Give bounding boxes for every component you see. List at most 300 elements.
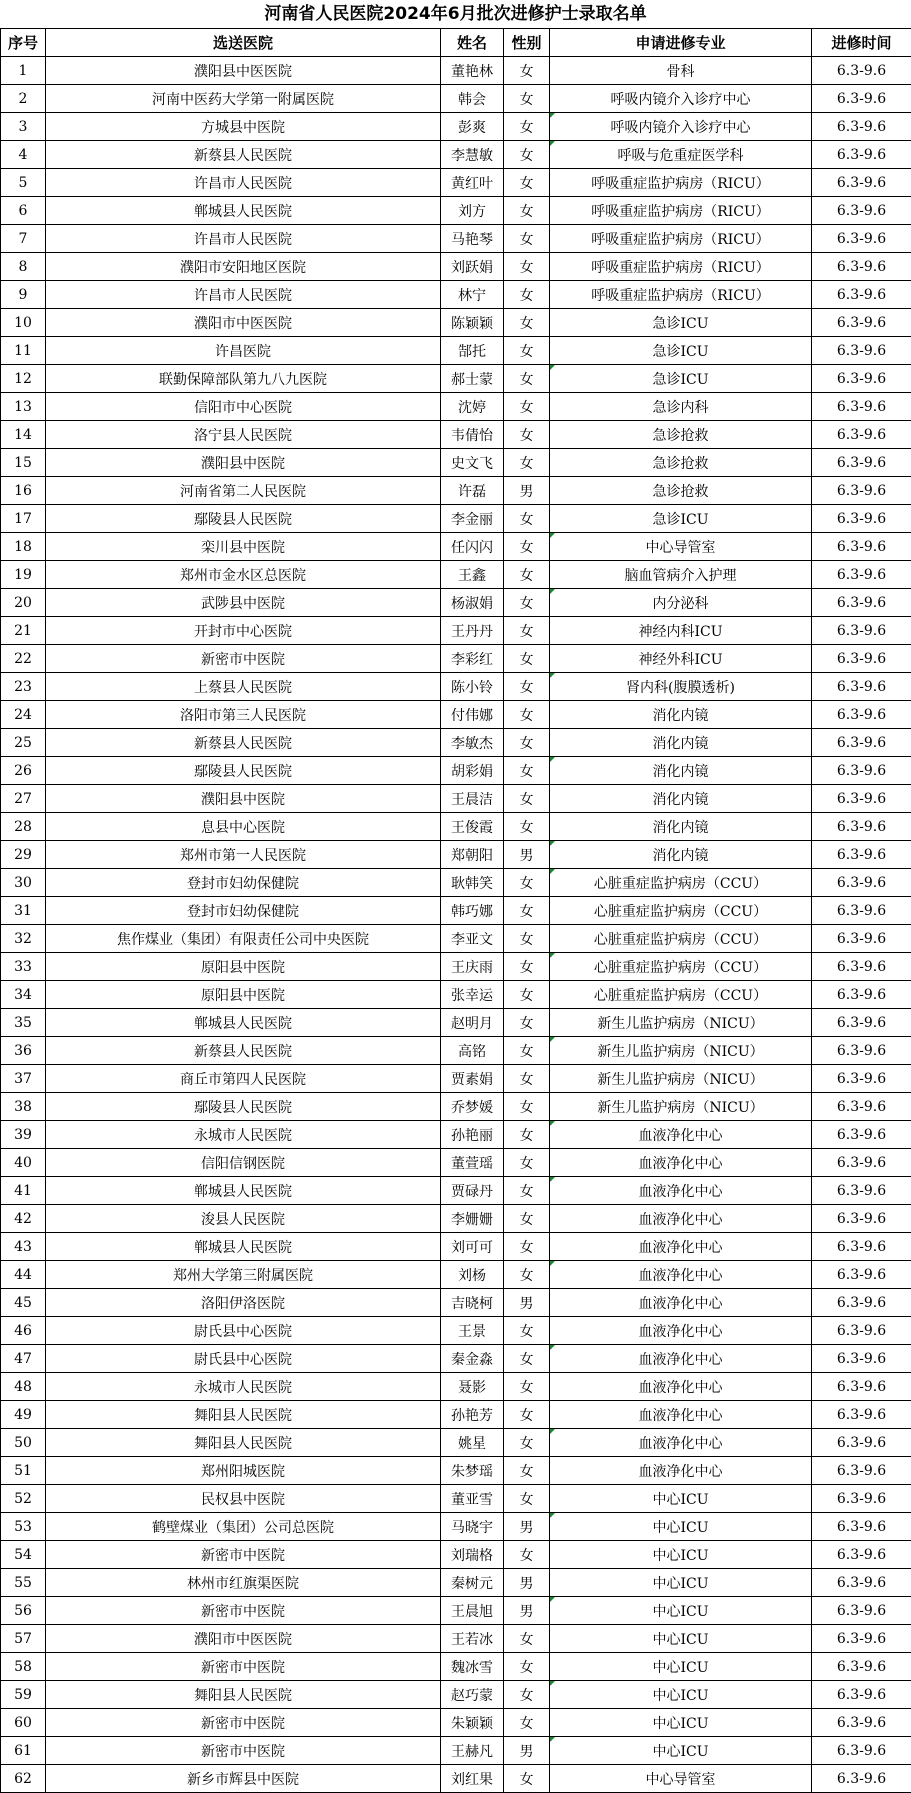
period-cell: 6.3-9.6: [812, 141, 911, 169]
gender-cell: 男: [504, 1569, 550, 1597]
gender-cell: 女: [504, 421, 550, 449]
period-cell: 6.3-9.6: [812, 477, 911, 505]
period-cell: 6.3-9.6: [812, 1429, 911, 1457]
name-cell: 姚星: [441, 1429, 504, 1457]
specialty-cell: 呼吸重症监护病房（RICU）: [550, 225, 812, 253]
name-cell: 秦金淼: [441, 1345, 504, 1373]
gender-cell: 女: [504, 1625, 550, 1653]
gender-cell: 女: [504, 757, 550, 785]
table-row: [1, 337, 911, 365]
gender-cell: 女: [504, 1457, 550, 1485]
period-cell: 6.3-9.6: [812, 1289, 911, 1317]
period-cell: 6.3-9.6: [812, 1093, 911, 1121]
specialty-cell: 血液净化中心: [550, 1233, 812, 1261]
hospital-cell: 洛阳伊洛医院: [46, 1289, 441, 1317]
period-cell: 6.3-9.6: [812, 169, 911, 197]
table-row: [1, 113, 911, 141]
gender-cell: 女: [504, 673, 550, 701]
row-index-cell: 59: [1, 1681, 46, 1709]
hospital-cell: 永城市人民医院: [46, 1121, 441, 1149]
gender-cell: 女: [504, 1709, 550, 1737]
hospital-cell: 郑州大学第三附属医院: [46, 1261, 441, 1289]
period-cell: 6.3-9.6: [812, 1597, 911, 1625]
specialty-cell: 血液净化中心: [550, 1401, 812, 1429]
specialty-cell: 心脏重症监护病房（CCU）: [550, 981, 812, 1009]
table-row: [1, 197, 911, 225]
name-cell: 秦树元: [441, 1569, 504, 1597]
table-row: [1, 393, 911, 421]
hospital-cell: 郸城县人民医院: [46, 1177, 441, 1205]
period-cell: 6.3-9.6: [812, 1177, 911, 1205]
row-index-cell: 47: [1, 1345, 46, 1373]
period-cell: 6.3-9.6: [812, 1205, 911, 1233]
table-row: [1, 841, 911, 869]
gender-cell: 女: [504, 785, 550, 813]
row-index-cell: 43: [1, 1233, 46, 1261]
row-index-cell: 42: [1, 1205, 46, 1233]
table-row: [1, 505, 911, 533]
gender-cell: 女: [504, 1037, 550, 1065]
name-cell: 朱梦瑶: [441, 1457, 504, 1485]
period-cell: 6.3-9.6: [812, 953, 911, 981]
gender-cell: 女: [504, 57, 550, 85]
table-row: [1, 225, 911, 253]
period-cell: 6.3-9.6: [812, 1765, 911, 1793]
hospital-cell: 林州市红旗渠医院: [46, 1569, 441, 1597]
period-cell: 6.3-9.6: [812, 645, 911, 673]
gender-cell: 女: [504, 253, 550, 281]
gender-cell: 女: [504, 729, 550, 757]
table-row: [1, 701, 911, 729]
name-cell: 史文飞: [441, 449, 504, 477]
table-row: [1, 1569, 911, 1597]
name-cell: 李彩红: [441, 645, 504, 673]
gender-cell: 女: [504, 813, 550, 841]
row-index-cell: 41: [1, 1177, 46, 1205]
row-index-cell: 3: [1, 113, 46, 141]
row-index-cell: 62: [1, 1765, 46, 1793]
hospital-cell: 上蔡县人民医院: [46, 673, 441, 701]
period-cell: 6.3-9.6: [812, 981, 911, 1009]
table-row: [1, 1681, 911, 1709]
admission-table: [0, 28, 911, 1793]
specialty-cell: 消化内镜: [550, 785, 812, 813]
row-index-cell: 16: [1, 477, 46, 505]
period-cell: 6.3-9.6: [812, 85, 911, 113]
header-index: 序号: [1, 29, 46, 57]
period-cell: 6.3-9.6: [812, 869, 911, 897]
row-index-cell: 60: [1, 1709, 46, 1737]
row-index-cell: 5: [1, 169, 46, 197]
table-row: [1, 1121, 911, 1149]
table-row: [1, 281, 911, 309]
hospital-cell: 信阳市中心医院: [46, 393, 441, 421]
row-index-cell: 38: [1, 1093, 46, 1121]
specialty-cell: 神经内科ICU: [550, 617, 812, 645]
table-row: [1, 1401, 911, 1429]
specialty-cell: 心脏重症监护病房（CCU）: [550, 897, 812, 925]
gender-cell: 女: [504, 1317, 550, 1345]
specialty-cell: 呼吸重症监护病房（RICU）: [550, 253, 812, 281]
period-cell: 6.3-9.6: [812, 673, 911, 701]
specialty-cell: 消化内镜: [550, 757, 812, 785]
specialty-cell: 新生儿监护病房（NICU）: [550, 1037, 812, 1065]
gender-cell: 男: [504, 841, 550, 869]
specialty-cell: 急诊ICU: [550, 309, 812, 337]
name-cell: 付伟娜: [441, 701, 504, 729]
specialty-cell: 呼吸与危重症医学科: [550, 141, 812, 169]
row-index-cell: 30: [1, 869, 46, 897]
row-index-cell: 2: [1, 85, 46, 113]
table-row: [1, 1233, 911, 1261]
specialty-cell: 血液净化中心: [550, 1429, 812, 1457]
table-row: [1, 1177, 911, 1205]
row-index-cell: 8: [1, 253, 46, 281]
period-cell: 6.3-9.6: [812, 225, 911, 253]
gender-cell: 女: [504, 169, 550, 197]
gender-cell: 女: [504, 869, 550, 897]
specialty-cell: 血液净化中心: [550, 1373, 812, 1401]
hospital-cell: 新密市中医院: [46, 1597, 441, 1625]
hospital-cell: 方城县中医院: [46, 113, 441, 141]
name-cell: 韦倩怡: [441, 421, 504, 449]
hospital-cell: 鄢陵县人民医院: [46, 1093, 441, 1121]
specialty-cell: 呼吸内镜介入诊疗中心: [550, 85, 812, 113]
specialty-cell: 新生儿监护病房（NICU）: [550, 1009, 812, 1037]
specialty-cell: 内分泌科: [550, 589, 812, 617]
row-index-cell: 10: [1, 309, 46, 337]
table-row: [1, 1037, 911, 1065]
row-index-cell: 28: [1, 813, 46, 841]
specialty-cell: 中心ICU: [550, 1597, 812, 1625]
hospital-cell: 濮阳市中医医院: [46, 309, 441, 337]
specialty-cell: 消化内镜: [550, 729, 812, 757]
table-row: [1, 1289, 911, 1317]
period-cell: 6.3-9.6: [812, 1149, 911, 1177]
specialty-cell: 血液净化中心: [550, 1457, 812, 1485]
specialty-cell: 急诊抢救: [550, 421, 812, 449]
period-cell: 6.3-9.6: [812, 253, 911, 281]
row-index-cell: 20: [1, 589, 46, 617]
table-row: [1, 1541, 911, 1569]
row-index-cell: 14: [1, 421, 46, 449]
name-cell: 沈婷: [441, 393, 504, 421]
gender-cell: 女: [504, 981, 550, 1009]
hospital-cell: 濮阳市安阳地区医院: [46, 253, 441, 281]
gender-cell: 女: [504, 1093, 550, 1121]
name-cell: 张幸运: [441, 981, 504, 1009]
table-row: [1, 1457, 911, 1485]
row-index-cell: 61: [1, 1737, 46, 1765]
hospital-cell: 河南中医药大学第一附属医院: [46, 85, 441, 113]
specialty-cell: 神经外科ICU: [550, 645, 812, 673]
period-cell: 6.3-9.6: [812, 1261, 911, 1289]
gender-cell: 女: [504, 1401, 550, 1429]
period-cell: 6.3-9.6: [812, 1037, 911, 1065]
hospital-cell: 郸城县人民医院: [46, 1233, 441, 1261]
name-cell: 贾碌丹: [441, 1177, 504, 1205]
hospital-cell: 郑州阳城医院: [46, 1457, 441, 1485]
hospital-cell: 许昌市人民医院: [46, 281, 441, 309]
specialty-cell: 中心ICU: [550, 1625, 812, 1653]
table-row: [1, 953, 911, 981]
period-cell: 6.3-9.6: [812, 757, 911, 785]
specialty-cell: 消化内镜: [550, 813, 812, 841]
hospital-cell: 新乡市辉县中医院: [46, 1765, 441, 1793]
name-cell: 王若冰: [441, 1625, 504, 1653]
gender-cell: 男: [504, 1597, 550, 1625]
table-row: [1, 533, 911, 561]
header-specialty: 申请进修专业: [550, 29, 812, 57]
period-cell: 6.3-9.6: [812, 617, 911, 645]
hospital-cell: 新密市中医院: [46, 1541, 441, 1569]
table-row: [1, 785, 911, 813]
specialty-cell: 新生儿监护病房（NICU）: [550, 1093, 812, 1121]
gender-cell: 女: [504, 617, 550, 645]
gender-cell: 女: [504, 1765, 550, 1793]
gender-cell: 女: [504, 925, 550, 953]
hospital-cell: 洛宁县人民医院: [46, 421, 441, 449]
gender-cell: 女: [504, 449, 550, 477]
hospital-cell: 登封市妇幼保健院: [46, 897, 441, 925]
row-index-cell: 17: [1, 505, 46, 533]
hospital-cell: 鹤壁煤业（集团）公司总医院: [46, 1513, 441, 1541]
hospital-cell: 许昌市人民医院: [46, 225, 441, 253]
table-row: [1, 1765, 911, 1793]
row-index-cell: 40: [1, 1149, 46, 1177]
hospital-cell: 郸城县人民医院: [46, 197, 441, 225]
table-row: [1, 1373, 911, 1401]
gender-cell: 男: [504, 477, 550, 505]
row-index-cell: 45: [1, 1289, 46, 1317]
row-index-cell: 12: [1, 365, 46, 393]
specialty-cell: 血液净化中心: [550, 1205, 812, 1233]
row-index-cell: 27: [1, 785, 46, 813]
table-row: [1, 617, 911, 645]
name-cell: 刘方: [441, 197, 504, 225]
gender-cell: 女: [504, 1121, 550, 1149]
gender-cell: 女: [504, 1485, 550, 1513]
hospital-cell: 息县中心医院: [46, 813, 441, 841]
specialty-cell: 急诊内科: [550, 393, 812, 421]
name-cell: 李金丽: [441, 505, 504, 533]
name-cell: 陈小铃: [441, 673, 504, 701]
hospital-cell: 联勤保障部队第九八九医院: [46, 365, 441, 393]
row-index-cell: 4: [1, 141, 46, 169]
hospital-cell: 尉氏县中心医院: [46, 1317, 441, 1345]
specialty-cell: 急诊ICU: [550, 337, 812, 365]
period-cell: 6.3-9.6: [812, 1009, 911, 1037]
row-index-cell: 21: [1, 617, 46, 645]
name-cell: 彭爽: [441, 113, 504, 141]
gender-cell: 女: [504, 393, 550, 421]
period-cell: 6.3-9.6: [812, 1317, 911, 1345]
header-hospital: 选送医院: [46, 29, 441, 57]
name-cell: 黄红叶: [441, 169, 504, 197]
gender-cell: 女: [504, 897, 550, 925]
table-row: [1, 1205, 911, 1233]
specialty-cell: 中心导管室: [550, 533, 812, 561]
row-index-cell: 23: [1, 673, 46, 701]
table-header-row: [1, 29, 911, 57]
period-cell: 6.3-9.6: [812, 1625, 911, 1653]
table-row: [1, 1597, 911, 1625]
period-cell: 6.3-9.6: [812, 1065, 911, 1093]
name-cell: 杨淑娟: [441, 589, 504, 617]
hospital-cell: 郸城县人民医院: [46, 1009, 441, 1037]
specialty-cell: 急诊ICU: [550, 365, 812, 393]
table-row: [1, 253, 911, 281]
specialty-cell: 呼吸重症监护病房（RICU）: [550, 169, 812, 197]
table-row: [1, 981, 911, 1009]
row-index-cell: 18: [1, 533, 46, 561]
row-index-cell: 11: [1, 337, 46, 365]
period-cell: 6.3-9.6: [812, 897, 911, 925]
row-index-cell: 48: [1, 1373, 46, 1401]
hospital-cell: 新密市中医院: [46, 645, 441, 673]
row-index-cell: 24: [1, 701, 46, 729]
name-cell: 李敏杰: [441, 729, 504, 757]
table-row: [1, 1317, 911, 1345]
row-index-cell: 29: [1, 841, 46, 869]
specialty-cell: 血液净化中心: [550, 1261, 812, 1289]
table-row: [1, 1709, 911, 1737]
row-index-cell: 31: [1, 897, 46, 925]
name-cell: 董亚雪: [441, 1485, 504, 1513]
hospital-cell: 濮阳县中医院: [46, 449, 441, 477]
name-cell: 乔梦媛: [441, 1093, 504, 1121]
row-index-cell: 33: [1, 953, 46, 981]
gender-cell: 女: [504, 1345, 550, 1373]
gender-cell: 女: [504, 1009, 550, 1037]
period-cell: 6.3-9.6: [812, 197, 911, 225]
name-cell: 王晨洁: [441, 785, 504, 813]
name-cell: 王丹丹: [441, 617, 504, 645]
period-cell: 6.3-9.6: [812, 449, 911, 477]
specialty-cell: 中心ICU: [550, 1513, 812, 1541]
period-cell: 6.3-9.6: [812, 337, 911, 365]
row-index-cell: 50: [1, 1429, 46, 1457]
table-row: [1, 729, 911, 757]
specialty-cell: 骨科: [550, 57, 812, 85]
hospital-cell: 濮阳县中医医院: [46, 57, 441, 85]
row-index-cell: 51: [1, 1457, 46, 1485]
row-index-cell: 52: [1, 1485, 46, 1513]
row-index-cell: 46: [1, 1317, 46, 1345]
period-cell: 6.3-9.6: [812, 281, 911, 309]
specialty-cell: 血液净化中心: [550, 1345, 812, 1373]
table-row: [1, 365, 911, 393]
table-row: [1, 897, 911, 925]
period-cell: 6.3-9.6: [812, 1541, 911, 1569]
period-cell: 6.3-9.6: [812, 1569, 911, 1597]
period-cell: 6.3-9.6: [812, 1457, 911, 1485]
name-cell: 李亚文: [441, 925, 504, 953]
row-index-cell: 13: [1, 393, 46, 421]
hospital-cell: 信阳信钢医院: [46, 1149, 441, 1177]
period-cell: 6.3-9.6: [812, 309, 911, 337]
hospital-cell: 鄢陵县人民医院: [46, 757, 441, 785]
period-cell: 6.3-9.6: [812, 113, 911, 141]
page-title: 河南省人民医院2024年6月批次进修护士录取名单: [0, 0, 911, 28]
gender-cell: 女: [504, 505, 550, 533]
row-index-cell: 15: [1, 449, 46, 477]
name-cell: 刘可可: [441, 1233, 504, 1261]
hospital-cell: 栾川县中医院: [46, 533, 441, 561]
hospital-cell: 永城市人民医院: [46, 1373, 441, 1401]
header-gender: 性别: [504, 29, 550, 57]
row-index-cell: 36: [1, 1037, 46, 1065]
gender-cell: 女: [504, 113, 550, 141]
period-cell: 6.3-9.6: [812, 421, 911, 449]
row-index-cell: 34: [1, 981, 46, 1009]
specialty-cell: 消化内镜: [550, 701, 812, 729]
name-cell: 董萱瑶: [441, 1149, 504, 1177]
specialty-cell: 血液净化中心: [550, 1317, 812, 1345]
hospital-cell: 濮阳市中医医院: [46, 1625, 441, 1653]
period-cell: 6.3-9.6: [812, 1653, 911, 1681]
name-cell: 王赫凡: [441, 1737, 504, 1765]
period-cell: 6.3-9.6: [812, 1485, 911, 1513]
hospital-cell: 舞阳县人民医院: [46, 1681, 441, 1709]
specialty-cell: 消化内镜: [550, 841, 812, 869]
row-index-cell: 6: [1, 197, 46, 225]
gender-cell: 女: [504, 645, 550, 673]
row-index-cell: 37: [1, 1065, 46, 1093]
hospital-cell: 舞阳县人民医院: [46, 1429, 441, 1457]
specialty-cell: 中心ICU: [550, 1653, 812, 1681]
table-row: [1, 561, 911, 589]
hospital-cell: 武陟县中医院: [46, 589, 441, 617]
name-cell: 刘跃娟: [441, 253, 504, 281]
gender-cell: 女: [504, 141, 550, 169]
row-index-cell: 58: [1, 1653, 46, 1681]
gender-cell: 女: [504, 281, 550, 309]
period-cell: 6.3-9.6: [812, 393, 911, 421]
row-index-cell: 7: [1, 225, 46, 253]
table-row: [1, 1065, 911, 1093]
name-cell: 王庆雨: [441, 953, 504, 981]
name-cell: 赵巧蒙: [441, 1681, 504, 1709]
period-cell: 6.3-9.6: [812, 841, 911, 869]
table-row: [1, 421, 911, 449]
name-cell: 李慧敏: [441, 141, 504, 169]
specialty-cell: 中心ICU: [550, 1737, 812, 1765]
specialty-cell: 呼吸重症监护病房（RICU）: [550, 281, 812, 309]
gender-cell: 女: [504, 365, 550, 393]
gender-cell: 女: [504, 589, 550, 617]
name-cell: 孙艳芳: [441, 1401, 504, 1429]
table-row: [1, 477, 911, 505]
hospital-cell: 浚县人民医院: [46, 1205, 441, 1233]
hospital-cell: 舞阳县人民医院: [46, 1401, 441, 1429]
period-cell: 6.3-9.6: [812, 1737, 911, 1765]
hospital-cell: 新密市中医院: [46, 1709, 441, 1737]
period-cell: 6.3-9.6: [812, 365, 911, 393]
period-cell: 6.3-9.6: [812, 57, 911, 85]
table-row: [1, 1009, 911, 1037]
specialty-cell: 呼吸内镜介入诊疗中心: [550, 113, 812, 141]
name-cell: 韩巧娜: [441, 897, 504, 925]
gender-cell: 女: [504, 309, 550, 337]
name-cell: 李姗姗: [441, 1205, 504, 1233]
period-cell: 6.3-9.6: [812, 1681, 911, 1709]
name-cell: 马晓宇: [441, 1513, 504, 1541]
hospital-cell: 许昌医院: [46, 337, 441, 365]
row-index-cell: 1: [1, 57, 46, 85]
hospital-cell: 尉氏县中心医院: [46, 1345, 441, 1373]
gender-cell: 女: [504, 1233, 550, 1261]
